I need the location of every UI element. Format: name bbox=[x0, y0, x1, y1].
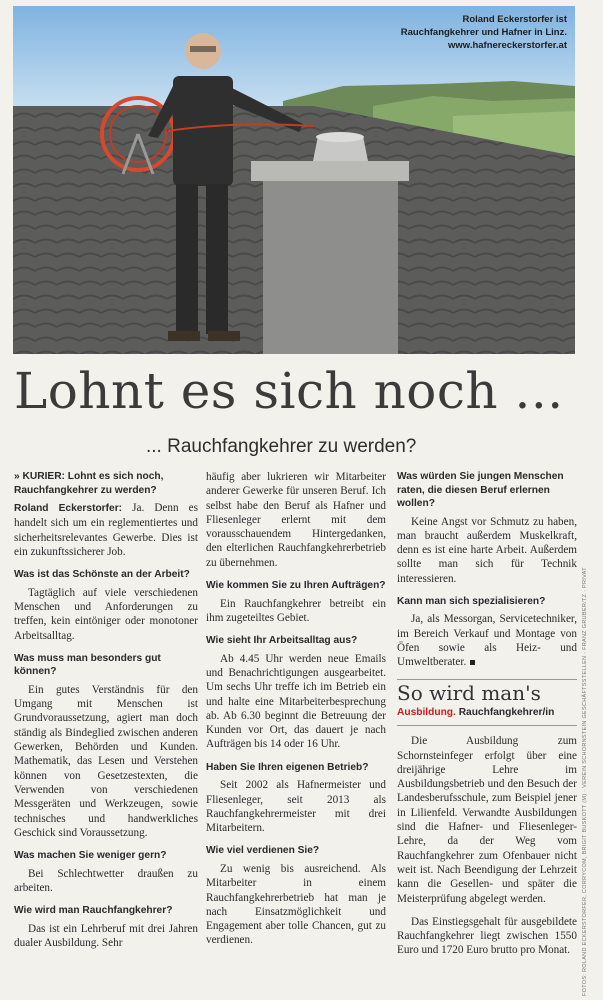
caption-line: Roland Eckerstorfer ist bbox=[462, 14, 567, 25]
question: Was machen Sie weniger gern? bbox=[14, 850, 167, 862]
interviewee-name: Roland Eckerstorfer: bbox=[14, 503, 123, 514]
photo-credits: FOTOS: ROLAND ECKERSTORFER, CORRYCOM, BRIGIT BUSKOTT (M) · VEREIN SCHORNSTEIN GESCHÄFTSSTELLEN · FRANZ GRUBER/TZ · PRIVAT bbox=[582, 567, 588, 996]
answer: Bei Schlechtwetter draußen zu arbeiten. bbox=[14, 867, 198, 894]
caption-line: Rauchfangkehrer und Hafner in Linz. bbox=[400, 26, 567, 38]
question: Wie wird man Rauchfangkehrer? bbox=[14, 905, 173, 917]
answer: Zu wenig bis ausreichend. Als Mitarbeiter in einem Rauchfangkehrerbetrieb hat man je nach Einsatzmöglichkeit und Engagement aber tolle Chancen, gut zu verdienen. bbox=[206, 862, 386, 947]
info-box-tag: Ausbildung. bbox=[397, 706, 456, 718]
question: Was würden Sie jungen Menschen raten, die diesen Beruf erlernen wollen? bbox=[397, 471, 564, 509]
caption-website: www.hafnereckerstorfer.at bbox=[448, 39, 567, 51]
info-box-subject: Rauchfangkehrer/in bbox=[455, 706, 555, 718]
subheadline: ... Rauchfangkehrer zu werden? bbox=[146, 436, 417, 457]
answer: Ab 4.45 Uhr werden neue Emails und Benachrichtigungen ausgearbeitet. Um sechs Uhr treffe ich im Betrieb ein und halte eine Mitarbeiterbesprechung ab. Ab 6.30 beginnt die Betreuung der Kunden vor Ort, das dauert je nach Aufträgen bis 14 oder 16 Uhr. bbox=[206, 652, 386, 751]
answer-continued: häufig aber lukrieren wir Mitarbeiter anderer Gewerke für unseren Beruf. Ich selbst habe den Beruf als Hafner und Fliesenleger erlernt mit dem vorausschauendem Hintergedanken, den elterlichen Rauchfangkehrerbetrieb zu übernehmen. bbox=[206, 471, 386, 569]
headline: Lohnt es sich noch ... bbox=[14, 362, 564, 420]
info-box-title: So wird man's bbox=[397, 679, 577, 700]
answer: Keine Angst vor Schmutz zu haben, man braucht außerdem Muskelkraft, denn es ist eine harte Arbeit. Außerdem sollte man sich für Technik interessieren. bbox=[397, 515, 577, 585]
answer: Ein gutes Verständnis für den Umgang mit Menschen ist Grundvoraussetzung, agiert man doch ständig als Bindeglied zwischen anderen Gewerken, Behörden und Kunden. Mathematik, das Lesen und Verstehen können von Gesetzestexten, die Verwenden von verschiedenen Messgeräten und Werkzeugen, sowie technisches und handwerkliches Geschick sind Voraussetzung. bbox=[14, 683, 198, 839]
question: Wie sieht Ihr Arbeitsalltag aus? bbox=[206, 635, 358, 647]
question: Was muss man besonders gut können? bbox=[14, 652, 161, 678]
answer: Seit 2002 als Hafnermeister und Fliesenleger, seit 2013 als Rauchfangkehrermeister mit drei Mitarbeitern. bbox=[206, 779, 386, 835]
info-box-paragraph: Das Einstiegsgehalt für ausgebildete Rauchfangkehrer liegt zwischen 1550 Euro und 1720 Euro brutto pro Monat. bbox=[397, 915, 577, 957]
question: Wie viel verdienen Sie? bbox=[206, 845, 320, 857]
column-3 bbox=[397, 470, 577, 967]
answer bbox=[14, 501, 198, 559]
info-box-paragraph: Die Ausbildung zum Schornsteinfeger erfolgt über eine dreijährige Lehre im Ausbildungsbetrieb und den Besuch der Landesberufsschule, zum Beispiel jener in Lilienfeld. Verwandte Ausbildungen sind die Hafner- und Fliesenleger-Lehre, da der Weg vom Rauchfangkehrer zum Ofenbauer nicht weit ist. Nach Beendigung der Lehrzeit kann die Gesellen- und später die Meisterprüfung abgelegt werden. bbox=[397, 735, 577, 905]
question: Haben Sie Ihren eigenen Betrieb? bbox=[206, 761, 369, 773]
answer: Ein Rauchfangkehrer betreibt ein ihm zugeteiltes Gebiet. bbox=[206, 597, 386, 624]
end-mark-icon bbox=[470, 660, 475, 665]
question: » KURIER: Lohnt es sich noch, Rauchfangkehrer zu werden? bbox=[14, 471, 164, 496]
answer-text: Ja. Denn es handelt sich um ein reglementiertes und sicherheitsrelevantes Gewerbe. Dies ist ein zukunftssicherer Job. bbox=[14, 502, 198, 558]
question: Wie kommen Sie zu Ihren Aufträgen? bbox=[206, 580, 386, 592]
answer: Tagtäglich auf viele verschiedenen Menschen und Anforderungen zu treffen, kein eintöniger oder monotoner Arbeitsalltag. bbox=[14, 586, 198, 642]
column-1 bbox=[14, 470, 198, 959]
chimney-sweep-photo bbox=[13, 6, 575, 354]
answer bbox=[397, 612, 577, 669]
answer-text: Ja, als Messorgan, Servicetechniker, im Bereich Verkauf und Montage von Öfen sowie als Heiz- und Umweltberater. bbox=[397, 613, 577, 669]
question: Kann man sich spezialisieren? bbox=[397, 595, 546, 607]
article-photo bbox=[13, 6, 575, 354]
answer: Das ist ein Lehrberuf mit drei Jahren dualer Ausbildung. Sehr bbox=[14, 922, 198, 950]
question: Was ist das Schönste an der Arbeit? bbox=[14, 569, 190, 581]
column-2 bbox=[206, 470, 386, 957]
info-box-tagline bbox=[397, 706, 577, 726]
photo-caption bbox=[401, 14, 567, 52]
